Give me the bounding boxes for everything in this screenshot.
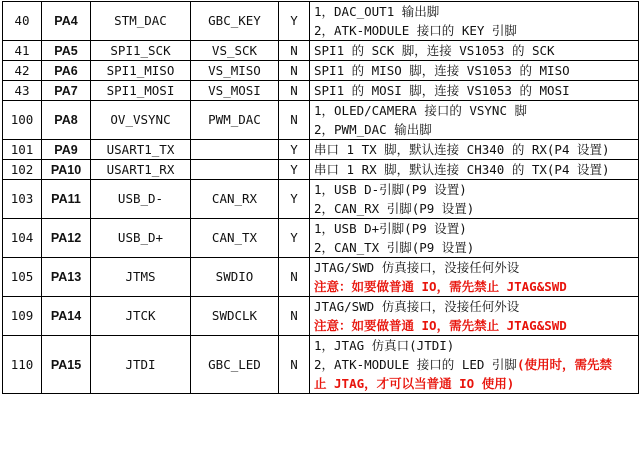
description-text: 1，USB D-引脚(P9 设置) [314,182,467,197]
description-line [314,374,634,393]
function1-cell: USB_D- [91,180,191,219]
function1-cell: STM_DAC [91,2,191,41]
description-cell [310,297,639,336]
five-volt-tolerant-cell: N [279,61,310,81]
description-cell [310,219,639,258]
table-row [3,61,639,81]
description-text: SPI1 的 SCK 脚，连接 VS1053 的 SCK [314,43,555,58]
description-text: 1，USB D+引脚(P9 设置) [314,221,467,236]
description-line [314,316,634,335]
description-text: 1，JTAG 仿真口(JTDI) [314,338,455,353]
pin-name-cell: PA6 [42,61,91,81]
pin-number-cell: 105 [3,258,42,297]
warning-text: 注意：如要做普通 IO，需先禁止 JTAG&SWD [314,279,567,294]
function2-cell: PWM_DAC [191,101,279,140]
function1-cell: USART1_TX [91,140,191,160]
pin-number-cell: 104 [3,219,42,258]
five-volt-tolerant-cell: Y [279,140,310,160]
pin-name-cell: PA12 [42,219,91,258]
pin-number-cell: 41 [3,41,42,61]
function1-cell: SPI1_SCK [91,41,191,61]
table-row [3,258,639,297]
description-line [314,297,634,316]
table-row [3,140,639,160]
five-volt-tolerant-cell: Y [279,180,310,219]
pin-number-cell: 40 [3,2,42,41]
five-volt-tolerant-cell: N [279,41,310,61]
description-line [314,238,634,257]
description-text: 串口 1 RX 脚，默认连接 CH340 的 TX(P4 设置) [314,162,610,177]
pin-number-cell: 110 [3,336,42,394]
description-cell [310,336,639,394]
five-volt-tolerant-cell: Y [279,219,310,258]
table-row [3,81,639,101]
pin-name-cell: PA8 [42,101,91,140]
pin-name-cell: PA4 [42,2,91,41]
description-cell [310,81,639,101]
five-volt-tolerant-cell: N [279,101,310,140]
pin-name-cell: PA11 [42,180,91,219]
pin-number-cell: 102 [3,160,42,180]
description-cell [310,101,639,140]
function2-cell: CAN_TX [191,219,279,258]
five-volt-tolerant-cell: Y [279,160,310,180]
pin-name-cell: PA7 [42,81,91,101]
description-text: 1，DAC_OUT1 输出脚 [314,4,440,19]
pin-name-cell: PA13 [42,258,91,297]
five-volt-tolerant-cell: Y [279,2,310,41]
pin-number-cell: 43 [3,81,42,101]
description-text: 2，PWM_DAC 输出脚 [314,122,432,137]
pin-number-cell: 101 [3,140,42,160]
function2-cell: GBC_LED [191,336,279,394]
pin-number-cell: 100 [3,101,42,140]
function2-cell [191,140,279,160]
five-volt-tolerant-cell: N [279,336,310,394]
table-row [3,336,639,394]
pin-name-cell: PA10 [42,160,91,180]
description-line [314,41,634,60]
description-text: 串口 1 TX 脚，默认连接 CH340 的 RX(P4 设置) [314,142,610,157]
function2-cell [191,160,279,180]
description-line [314,21,634,40]
warning-text: (使用时，需先禁 [516,357,612,372]
description-line [314,277,634,296]
function2-cell: VS_MISO [191,61,279,81]
description-line [314,355,634,374]
pin-table [2,1,639,394]
function2-cell: SWDCLK [191,297,279,336]
warning-text: 注意：如要做普通 IO，需先禁止 JTAG&SWD [314,318,567,333]
function2-cell: CAN_RX [191,180,279,219]
description-cell [310,61,639,81]
description-line [314,140,634,159]
description-line [314,199,634,218]
table-row [3,180,639,219]
description-cell [310,2,639,41]
description-cell [310,160,639,180]
description-text: JTAG/SWD 仿真接口，没接任何外设 [314,299,520,314]
pin-name-cell: PA15 [42,336,91,394]
description-line [314,120,634,139]
description-line [314,180,634,199]
description-cell [310,140,639,160]
pin-name-cell: PA5 [42,41,91,61]
description-line [314,160,634,179]
description-line [314,61,634,80]
function2-cell: VS_MOSI [191,81,279,101]
five-volt-tolerant-cell: N [279,297,310,336]
warning-text: 止 JTAG，才可以当普通 IO 使用) [314,376,515,391]
function1-cell: OV_VSYNC [91,101,191,140]
description-text: SPI1 的 MISO 脚，连接 VS1053 的 MISO [314,63,570,78]
table-row [3,101,639,140]
function2-cell: VS_SCK [191,41,279,61]
description-text: 2，ATK-MODULE 接口的 LED 引脚 [314,357,517,372]
pin-name-cell: PA9 [42,140,91,160]
table-row [3,41,639,61]
pin-number-cell: 42 [3,61,42,81]
description-text: 2，CAN_RX 引脚(P9 设置) [314,201,475,216]
description-cell [310,258,639,297]
description-line [314,219,634,238]
function2-cell: SWDIO [191,258,279,297]
five-volt-tolerant-cell: N [279,81,310,101]
description-cell [310,180,639,219]
description-text: 1，OLED/CAMERA 接口的 VSYNC 脚 [314,103,528,118]
table-row [3,160,639,180]
description-text: 2，ATK-MODULE 接口的 KEY 引脚 [314,23,517,38]
function2-cell: GBC_KEY [191,2,279,41]
function1-cell: JTMS [91,258,191,297]
pin-name-cell: PA14 [42,297,91,336]
description-cell [310,41,639,61]
table-row [3,297,639,336]
function1-cell: SPI1_MISO [91,61,191,81]
pin-number-cell: 103 [3,180,42,219]
table-row [3,2,639,41]
description-text: JTAG/SWD 仿真接口，没接任何外设 [314,260,520,275]
description-line [314,2,634,21]
function1-cell: JTCK [91,297,191,336]
function1-cell: USART1_RX [91,160,191,180]
description-text: 2，CAN_TX 引脚(P9 设置) [314,240,475,255]
pin-table-body [3,2,639,394]
description-line [314,336,634,355]
description-text: SPI1 的 MOSI 脚，连接 VS1053 的 MOSI [314,83,570,98]
description-line [314,81,634,100]
function1-cell: USB_D+ [91,219,191,258]
description-line [314,101,634,120]
description-line [314,258,634,277]
five-volt-tolerant-cell: N [279,258,310,297]
pin-number-cell: 109 [3,297,42,336]
function1-cell: SPI1_MOSI [91,81,191,101]
table-row [3,219,639,258]
function1-cell: JTDI [91,336,191,394]
